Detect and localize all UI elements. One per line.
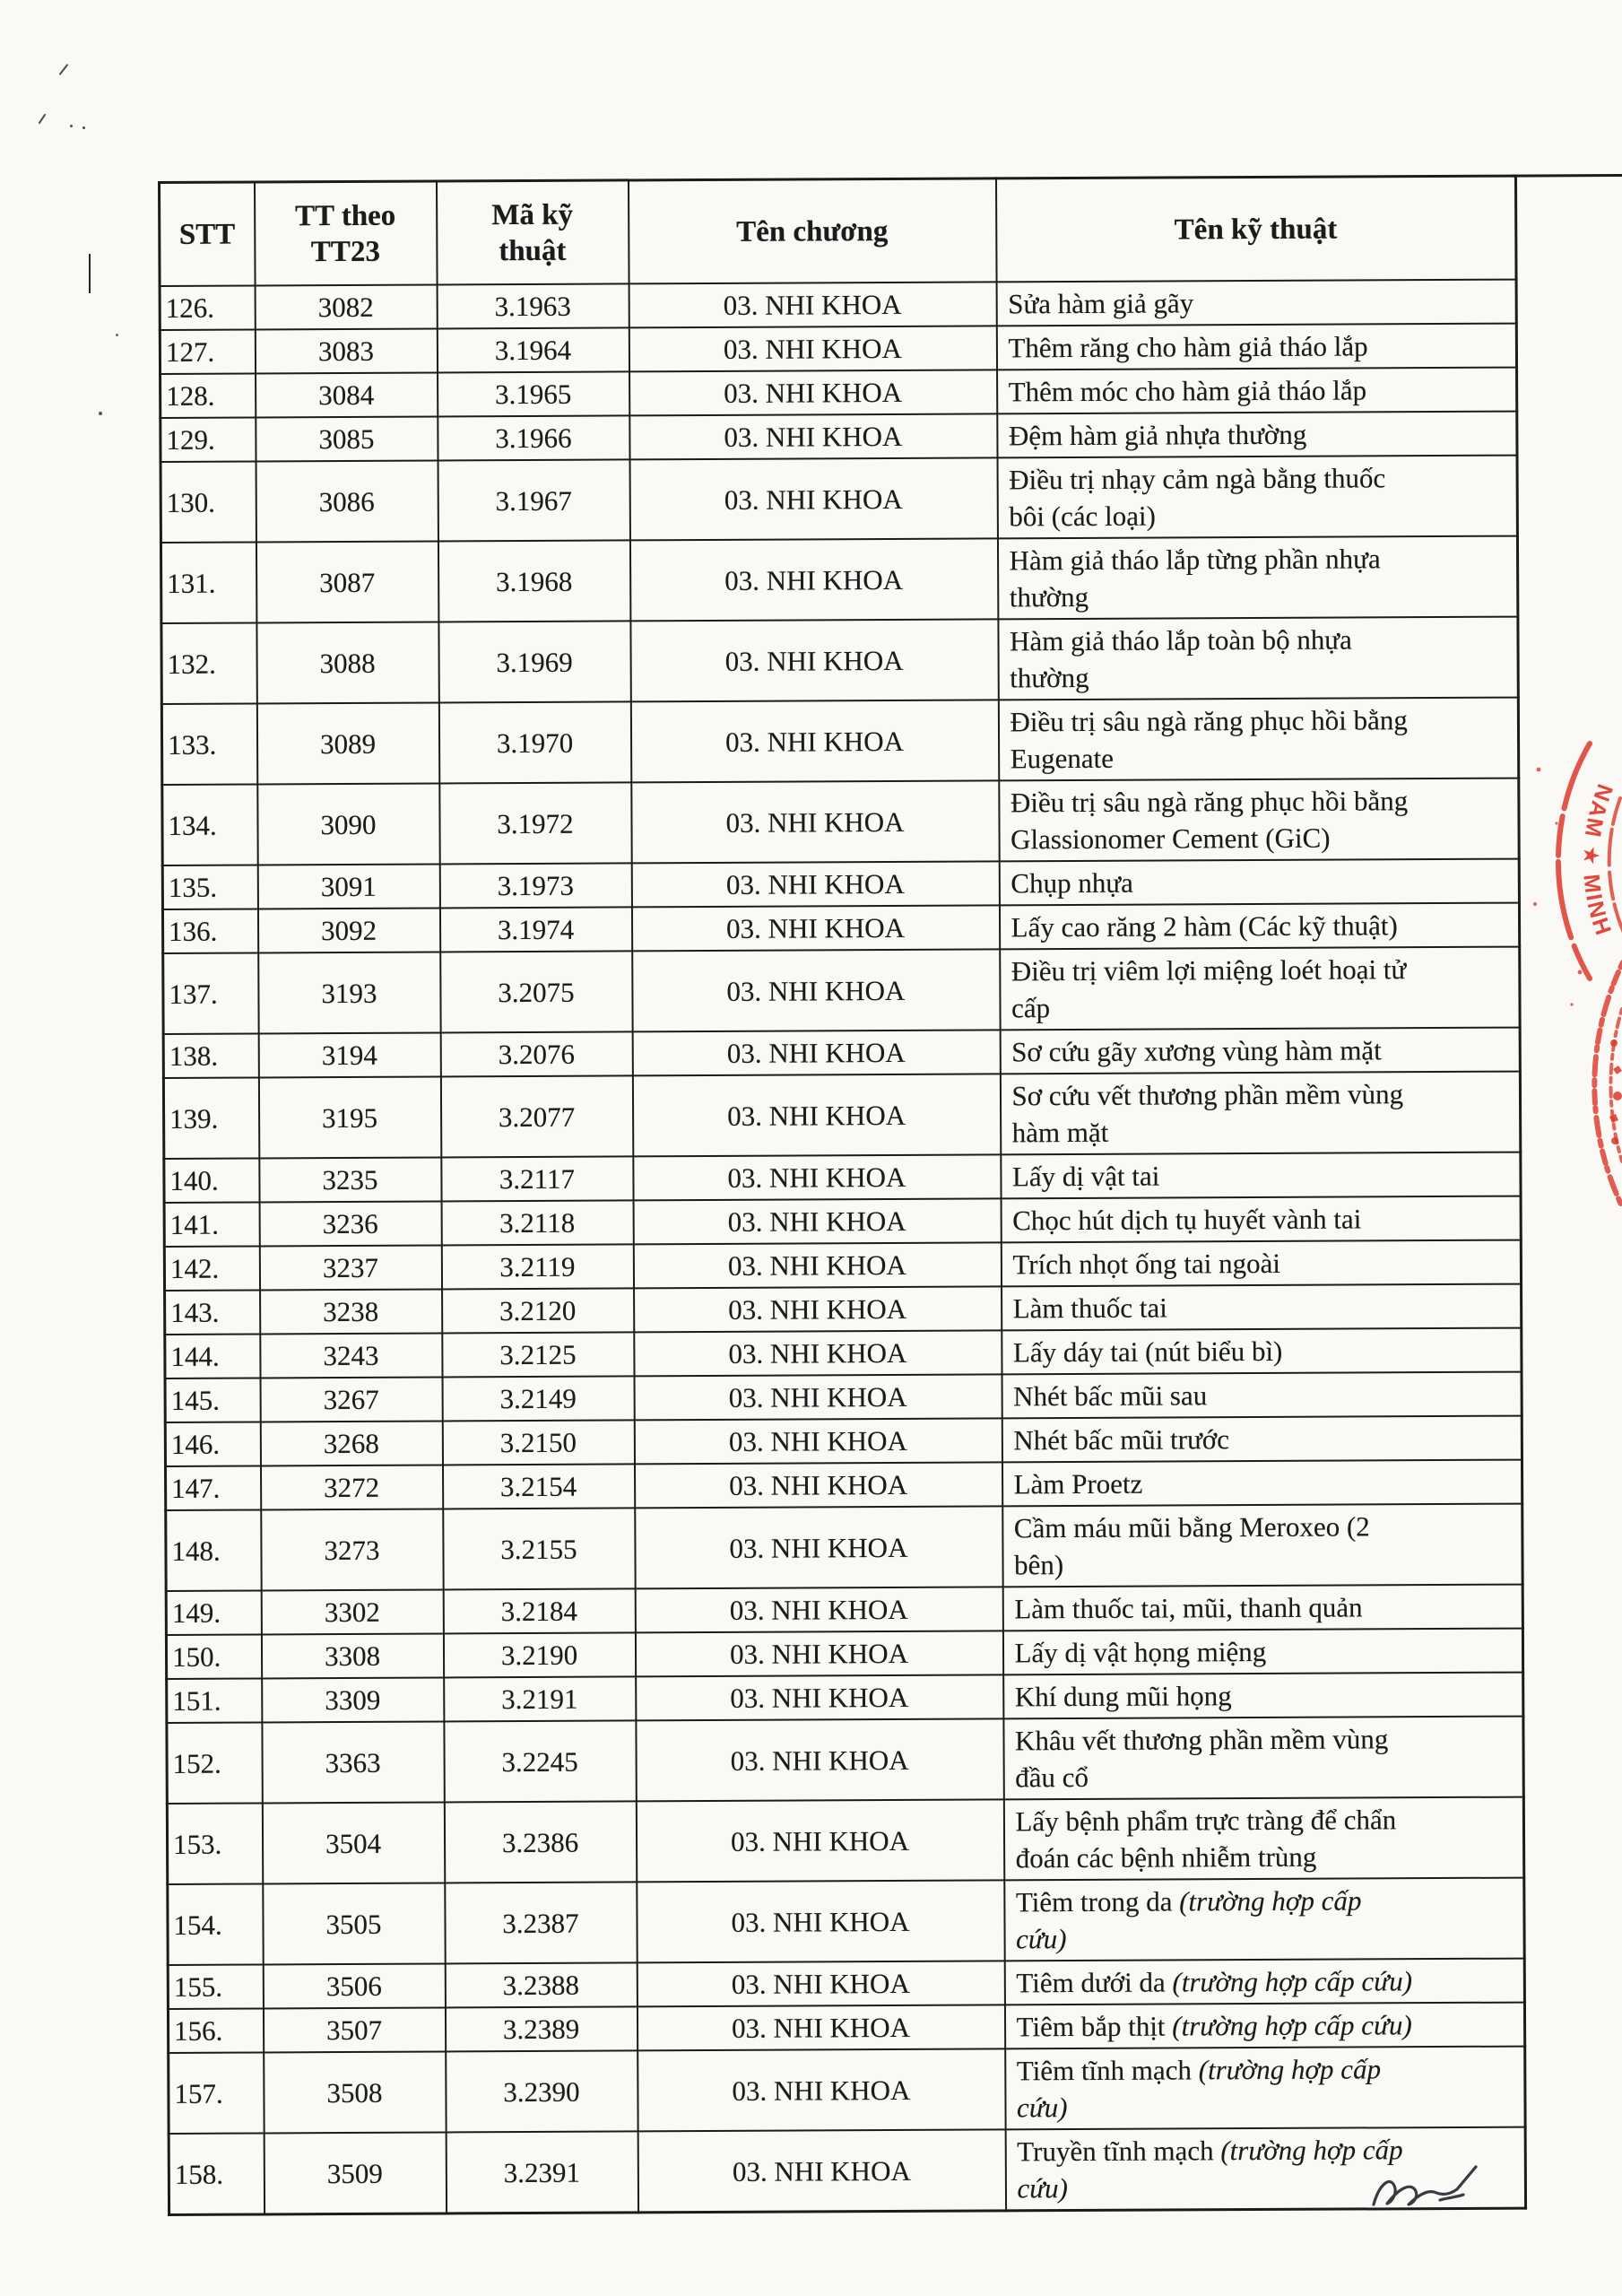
cell-ten-ky-thuat [1001,1240,1521,1287]
cell-ma-ky-thuat: 3.1964 [437,327,629,372]
cell-ma-ky-thuat: 3.2149 [442,1376,634,1421]
cell-tt-theo-tt23: 3243 [260,1333,442,1378]
technique-name: Làm thuốc tai, mũi, thanh quản [1014,1591,1363,1625]
technique-name: Thêm răng cho hàm giả tháo lắp [1008,330,1368,364]
cell-tt-theo-tt23: 3087 [256,541,438,622]
cell-ten-ky-thuat [997,412,1517,458]
cell-ten-ky-thuat [1001,1196,1521,1243]
cell-ma-ky-thuat: 3.2155 [443,1508,635,1589]
cell-tt-theo-tt23: 3088 [256,622,438,703]
scan-artifact [89,254,91,293]
technique-name: Sơ cứu vết thương phần mềm vùng hàm mặt [1011,1078,1404,1149]
cell-tt-theo-tt23: 3309 [262,1677,444,1722]
header-row [160,176,1517,286]
cell-ma-ky-thuat: 3.2076 [440,1031,632,1076]
cell-stt: 145. [165,1378,260,1422]
cell-tt-theo-tt23: 3268 [260,1421,442,1465]
cell-ten-ky-thuat [996,280,1516,326]
cell-stt: 152. [167,1722,262,1804]
cell-ma-ky-thuat: 3.2387 [445,1882,637,1963]
table-scan-area [158,175,1527,2216]
table-row [162,903,1519,953]
cell-stt: 154. [168,1883,263,1965]
header-ten-chuong: Tên chương [629,178,997,284]
cell-ten-chuong: 03. NHI KHOA [629,413,997,459]
cell-tt-theo-tt23: 3091 [257,864,439,909]
cell-ten-chuong: 03. NHI KHOA [631,861,999,907]
cell-ma-ky-thuat: 3.2125 [442,1332,634,1377]
table-row [165,1416,1522,1466]
technique-name: Điều trị sâu ngà răng phục hồi bằng Glassionomer Cement (GiC) [1010,785,1409,856]
table-row [166,1629,1522,1679]
cell-ten-ky-thuat [1003,1717,1523,1800]
cell-ma-ky-thuat: 3.2388 [445,1962,637,2007]
cell-ten-chuong: 03. NHI KHOA [636,1674,1003,1720]
cell-ma-ky-thuat: 3.1973 [439,863,631,908]
table-row [160,536,1517,623]
cell-stt: 142. [164,1246,259,1291]
cell-ten-chuong: 03. NHI KHOA [635,1587,1002,1632]
cell-ma-ky-thuat: 3.2386 [444,1801,636,1883]
table-row [161,617,1518,704]
technique-name: Lấy dị vật tai [1011,1160,1160,1193]
services-table [158,175,1527,2216]
cell-ma-ky-thuat: 3.2120 [442,1288,634,1333]
cell-stt: 134. [162,784,257,865]
cell-ma-ky-thuat: 3.1968 [438,540,629,622]
technique-name: Nhét bấc mũi sau [1013,1379,1208,1413]
scan-artifact [116,334,118,336]
cell-ma-ky-thuat: 3.1963 [437,283,629,328]
table-row [160,456,1517,543]
cell-stt: 126. [160,285,255,330]
cell-ma-ky-thuat: 3.1966 [438,415,629,460]
scan-artifact [70,125,73,127]
cell-ten-chuong: 03. NHI KHOA [630,619,998,701]
cell-ten-chuong: 03. NHI KHOA [638,2129,1005,2213]
cell-ten-ky-thuat [1002,1284,1522,1331]
cell-ma-ky-thuat: 3.2077 [440,1075,632,1157]
technique-name: Điều trị nhạy cảm ngà bằng thuốc bôi (các loại) [1009,462,1386,533]
cell-tt-theo-tt23: 3506 [263,1963,445,2008]
table-row [162,778,1519,865]
table-row [165,1328,1522,1378]
cell-ten-ky-thuat [1000,1072,1520,1155]
table-row [160,280,1516,330]
table-row [166,1504,1522,1591]
cell-ten-chuong: 03. NHI KHOA [635,1506,1002,1588]
cell-ten-ky-thuat [1000,947,1520,1031]
cell-ten-chuong: 03. NHI KHOA [631,780,999,863]
cell-tt-theo-tt23: 3509 [264,2132,446,2213]
cell-ten-ky-thuat [1002,1416,1522,1463]
cell-tt-theo-tt23: 3308 [261,1633,443,1678]
cell-ma-ky-thuat: 3.1965 [438,371,629,416]
cell-ten-chuong: 03. NHI KHOA [633,1242,1001,1288]
cell-stt: 128. [160,373,256,418]
table-row [169,2047,1525,2134]
cell-tt-theo-tt23: 3363 [262,1721,444,1803]
cell-ma-ky-thuat: 3.1970 [438,701,630,783]
cell-ten-chuong: 03. NHI KHOA [637,1961,1004,2006]
cell-stt: 146. [165,1422,260,1466]
technique-name: Trích nhọt ống tai ngoài [1012,1247,1281,1281]
cell-ten-ky-thuat [1003,1673,1523,1719]
cell-ten-ky-thuat [999,859,1519,906]
cell-ten-ky-thuat [1002,1328,1522,1375]
table-row [160,368,1517,418]
cell-stt: 148. [166,1509,261,1591]
cell-ten-ky-thuat [997,368,1517,414]
technique-name-note: (trường hợp cấp cứu) [1017,2134,1403,2205]
table-row [168,1878,1524,1965]
cell-tt-theo-tt23: 3237 [259,1245,441,1290]
table-row [162,859,1519,909]
technique-name: Hàm giả tháo lắp toàn bộ nhựa thường [1009,623,1352,694]
table-row [163,1072,1520,1159]
table-row [165,1372,1522,1422]
cell-ten-ky-thuat [998,617,1518,700]
cell-ten-chuong: 03. NHI KHOA [636,1799,1003,1882]
cell-stt: 130. [160,461,256,543]
cell-ten-chuong: 03. NHI KHOA [634,1374,1002,1420]
cell-tt-theo-tt23: 3507 [263,2007,445,2052]
cell-ten-chuong: 03. NHI KHOA [632,949,1000,1031]
cell-ten-ky-thuat [1004,1878,1524,1961]
technique-name: Làm thuốc tai [1012,1292,1167,1325]
table-header [160,176,1517,286]
cell-tt-theo-tt23: 3195 [258,1076,440,1158]
cell-tt-theo-tt23: 3086 [256,460,438,542]
cell-stt: 144. [165,1334,260,1378]
cell-tt-theo-tt23: 3090 [257,783,439,865]
technique-name-note: (trường hợp cấp cứu) [1016,2053,1382,2124]
cell-ma-ky-thuat: 3.2119 [441,1244,633,1289]
table-row [161,698,1518,785]
technique-name: Hàm giả tháo lắp từng phần nhựa thường [1009,543,1381,613]
technique-name: Khâu vết thương phần mềm vùng đầu cổ [1014,1723,1389,1794]
cell-ten-chuong: 03. NHI KHOA [629,370,997,415]
technique-name: Cầm máu mũi bằng Meroxeo (2 bên) [1013,1510,1370,1581]
header-stt: STT [160,182,256,286]
cell-tt-theo-tt23: 3267 [260,1377,442,1422]
technique-name-note: (trường hợp cấp cứu) [1172,2009,1412,2042]
table-row [167,1717,1523,1804]
cell-ten-chuong: 03. NHI KHOA [633,1198,1001,1244]
cell-ten-chuong: 03. NHI KHOA [634,1462,1002,1508]
cell-stt: 138. [163,1033,258,1078]
cell-stt: 147. [166,1465,261,1510]
cell-tt-theo-tt23: 3508 [264,2051,446,2133]
cell-ten-chuong: 03. NHI KHOA [634,1286,1002,1332]
cell-stt: 135. [162,865,257,909]
technique-name: Điều trị sâu ngà răng phục hồi bằng Eugenate [1010,704,1408,775]
technique-name: Thêm móc cho hàm giả tháo lắp [1008,374,1367,408]
cell-ma-ky-thuat: 3.1974 [439,907,631,952]
table-row [166,1460,1522,1510]
technique-name: Làm Proetz [1013,1467,1143,1500]
stamp2-outer-ring [1594,962,1622,1208]
cell-ten-chuong: 03. NHI KHOA [634,1418,1002,1464]
cell-stt: 157. [169,2052,264,2134]
technique-name: Tiêm bắp thịt [1016,2010,1173,2043]
stamp-inner-ring [1609,798,1622,933]
cell-tt-theo-tt23: 3235 [259,1157,441,1202]
cell-ma-ky-thuat: 3.2154 [442,1464,634,1509]
technique-name: Điều trị viêm lợi miệng loét hoại tử cấp [1010,953,1407,1024]
technique-name: Lấy dị vật họng miệng [1014,1635,1267,1669]
cell-ten-ky-thuat [1002,1372,1522,1419]
technique-name: Sửa hàm giả gãy [1008,287,1194,320]
cell-ma-ky-thuat: 3.2390 [446,2050,638,2132]
cell-tt-theo-tt23: 3273 [261,1509,443,1590]
cell-ma-ky-thuat: 3.2245 [444,1720,636,1802]
cell-ten-ky-thuat [1002,1629,1522,1675]
cell-ma-ky-thuat: 3.2075 [440,951,632,1032]
cell-ten-chuong: 03. NHI KHOA [631,905,999,951]
technique-name: Sơ cứu gãy xương vùng hàm mặt [1011,1034,1382,1068]
technique-name: Chụp nhựa [1010,866,1133,900]
table-row [167,1797,1523,1884]
cell-ma-ky-thuat: 3.2118 [441,1200,633,1245]
cell-ten-ky-thuat [1004,2003,1524,2049]
cell-ma-ky-thuat: 3.2389 [445,2006,637,2051]
cell-stt: 139. [163,1077,258,1159]
technique-name: Lấy cao răng 2 hàm (Các kỹ thuật) [1010,909,1398,944]
cell-stt: 129. [160,417,256,462]
cell-ten-chuong: 03. NHI KHOA [636,1718,1003,1801]
cell-ma-ky-thuat: 3.1972 [439,782,631,864]
cell-ten-ky-thuat [998,698,1518,781]
cell-tt-theo-tt23: 3504 [262,1802,444,1883]
cell-ten-chuong: 03. NHI KHOA [637,1880,1004,1962]
technique-name: Tiêm trong da [1015,1885,1180,1918]
cell-stt: 140. [164,1158,259,1203]
cell-stt: 132. [161,622,256,704]
cell-ma-ky-thuat: 3.1969 [438,621,630,702]
cell-ten-ky-thuat [1004,1959,1524,2005]
cell-tt-theo-tt23: 3083 [255,328,437,373]
cell-ten-chuong: 03. NHI KHOA [637,2005,1004,2050]
technique-name: Đệm hàm giả nhựa thường [1008,418,1307,452]
cell-tt-theo-tt23: 3238 [260,1289,442,1334]
cell-stt: 143. [165,1290,260,1335]
cell-ma-ky-thuat: 3.2191 [444,1676,636,1721]
cell-ten-ky-thuat [997,536,1517,620]
table-row [164,1196,1521,1247]
cell-ten-chuong: 03. NHI KHOA [635,1631,1002,1676]
technique-name: Tiêm tĩnh mạch [1016,2054,1199,2087]
cell-stt: 133. [161,703,256,785]
table-row [168,1959,1524,2009]
cell-stt: 149. [166,1590,261,1635]
cell-stt: 156. [168,2008,263,2053]
technique-name: Nhét bấc mũi trước [1013,1423,1230,1457]
cell-tt-theo-tt23: 3236 [259,1201,441,1246]
cell-stt: 136. [162,909,257,953]
technique-name-note: (trường hợp cấp cứu) [1016,1884,1362,1955]
cell-ten-ky-thuat [1002,1504,1522,1587]
table-row [165,1284,1522,1335]
cell-ten-ky-thuat [1005,2047,1525,2130]
cell-stt: 137. [163,952,258,1034]
technique-name: Chọc hút dịch tụ huyết vành tai [1012,1203,1362,1237]
cell-stt: 127. [160,329,255,374]
cell-ten-ky-thuat [997,456,1517,539]
cell-ten-ky-thuat [1000,1028,1520,1074]
cell-stt: 131. [160,542,256,623]
cell-ten-ky-thuat [999,903,1519,950]
official-stamp [1505,682,1622,1274]
scan-artifact [99,412,102,415]
cell-tt-theo-tt23: 3092 [257,908,439,952]
cell-tt-theo-tt23: 3193 [258,952,440,1033]
table-row [163,947,1520,1034]
scan-artifact [82,126,85,129]
cell-stt: 155. [168,1964,263,2009]
cell-stt: 141. [164,1202,259,1247]
cell-ten-ky-thuat [1003,1797,1523,1881]
stamp-arc-text: NAM ★ MINH [1577,780,1618,940]
table-row [169,2127,1525,2215]
table-row [167,1673,1523,1723]
cell-tt-theo-tt23: 3272 [261,1465,443,1509]
cell-ten-chuong: 03. NHI KHOA [629,538,997,621]
cell-ten-chuong: 03. NHI KHOA [629,282,996,327]
cell-stt: 153. [167,1803,262,1884]
cell-ma-ky-thuat: 3.2391 [446,2131,638,2213]
technique-name: Lấy bệnh phẩm trực tràng để chẩn đoán các bệnh nhiễm trùng [1015,1804,1397,1874]
cell-ma-ky-thuat: 3.2117 [441,1156,633,1201]
cell-ten-ky-thuat [999,778,1519,862]
scan-artifact [39,114,47,125]
cell-tt-theo-tt23: 3194 [258,1032,440,1077]
cell-ten-ky-thuat [1002,1585,1522,1631]
technique-name-note: (trường hợp cấp cứu) [1172,1965,1413,1998]
cell-ten-chuong: 03. NHI KHOA [632,1074,1000,1156]
header-tt-theo-tt23: TT theo TT23 [255,181,438,285]
cell-tt-theo-tt23: 3082 [255,284,437,329]
cell-tt-theo-tt23: 3505 [263,1883,445,1964]
cell-tt-theo-tt23: 3085 [256,416,438,461]
cell-ten-chuong: 03. NHI KHOA [629,457,997,540]
scan-artifact [59,64,69,75]
cell-ten-chuong: 03. NHI KHOA [632,1030,1000,1075]
table-row [164,1152,1521,1203]
top-border-extension-line [1512,173,1622,177]
cell-tt-theo-tt23: 3089 [256,702,438,784]
cell-ten-ky-thuat [1002,1460,1522,1507]
table-row [168,2003,1524,2053]
cell-ma-ky-thuat: 3.1967 [438,459,629,541]
cell-ten-chuong: 03. NHI KHOA [634,1330,1002,1376]
cell-ten-chuong: 03. NHI KHOA [629,326,996,371]
cell-stt: 158. [169,2133,264,2214]
cell-tt-theo-tt23: 3084 [256,372,438,417]
technique-name: Truyền tĩnh mạch [1017,2135,1221,2168]
table-body [160,280,1525,2215]
cell-stt: 151. [167,1678,262,1723]
header-ten-ky-thuat: Tên kỹ thuật [995,176,1516,282]
table-row [160,324,1516,374]
cell-ten-chuong: 03. NHI KHOA [638,2048,1005,2131]
cell-ten-chuong: 03. NHI KHOA [630,700,998,782]
header-ma-ky-thuat: Mã kỹ thuật [437,180,629,285]
table-row [160,412,1517,462]
cell-stt: 150. [166,1634,261,1679]
cell-ma-ky-thuat: 3.2184 [443,1588,635,1633]
cell-tt-theo-tt23: 3302 [261,1589,443,1634]
table-row [163,1028,1520,1078]
cell-ten-ky-thuat [996,324,1516,370]
table-row [166,1585,1522,1635]
cell-ma-ky-thuat: 3.2150 [442,1420,634,1465]
cell-ten-chuong: 03. NHI KHOA [633,1154,1001,1200]
technique-name: Tiêm dưới da [1016,1966,1173,1999]
cell-ma-ky-thuat: 3.2190 [443,1632,635,1677]
technique-name: Khí dung mũi họng [1014,1680,1232,1713]
signature-scribble [1365,2158,1508,2230]
table-row [164,1240,1521,1291]
technique-name: Lấy dáy tai (nút biểu bì) [1012,1335,1283,1369]
cell-ten-ky-thuat [1001,1152,1521,1199]
